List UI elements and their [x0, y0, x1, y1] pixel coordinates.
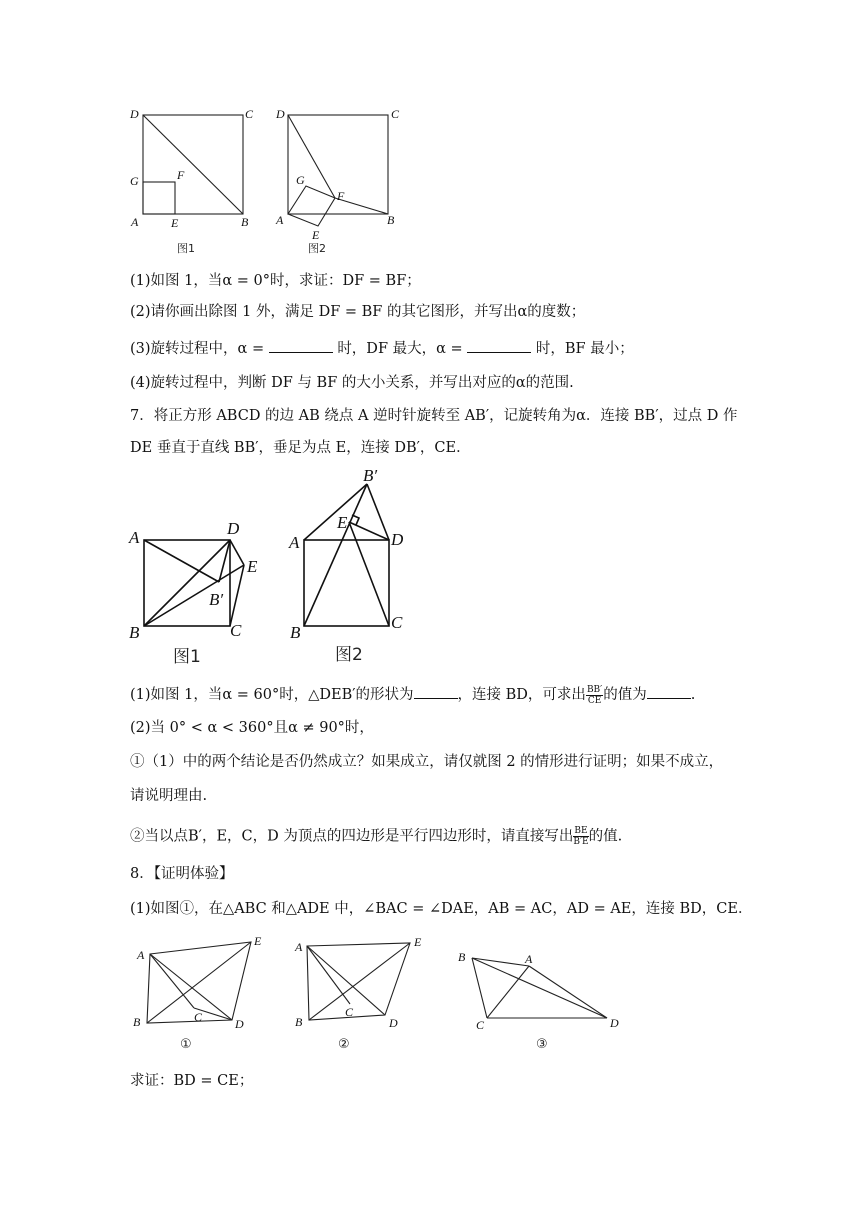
label-bprime: B′ [363, 466, 378, 485]
label-a: A [131, 215, 139, 229]
label-b: B [290, 623, 301, 642]
q6-part3-a: (3)旋转过程中，α = [130, 341, 265, 357]
figure-q8-2 [290, 930, 435, 1055]
label-a: A [129, 528, 140, 547]
q7-part1-c: 的值为 [603, 687, 647, 703]
q7-sub1-line1: ①（1）中的两个结论是否仍然成立？如果成立，请仅就图 2 的情形进行证明；如果不成立， [130, 754, 724, 770]
label-f: F [337, 189, 345, 203]
fraction-be-over-bpe [573, 826, 588, 847]
fraction-denominator: CE [587, 695, 602, 706]
square-agfe-rotated [288, 186, 335, 226]
figure-q6-2 [272, 100, 412, 260]
line-b-to-e [309, 943, 410, 1020]
label-c: C [245, 107, 254, 121]
figure-q6-2-svg [272, 100, 412, 260]
label-f: F [177, 168, 185, 182]
label-d: D [276, 107, 285, 121]
label-d: D [391, 530, 404, 549]
figure-q7-1 [125, 505, 275, 670]
line-c-to-e [230, 565, 244, 626]
label-c: C [391, 613, 403, 632]
label-a: A [295, 940, 303, 954]
label-e: E [247, 557, 258, 576]
caption-fig1: 图1 [173, 647, 201, 667]
square-abcd [304, 540, 389, 626]
label-a: A [525, 952, 533, 966]
caption-fig-circled-2: ② [338, 1037, 350, 1052]
q7-sub1-line2: 请说明理由. [130, 788, 208, 804]
caption-fig1: 图1 [177, 242, 195, 255]
q8-part1: (1)如图①，在△ABC 和△ADE 中，∠BAC = ∠DAE，AB = AC，AD = AE，连接 BD，CE． [130, 901, 753, 917]
label-b: B [241, 215, 249, 229]
q8-prove: 求证：BD = CE； [130, 1073, 254, 1089]
caption-fig2: 图2 [335, 645, 363, 665]
line-a-to-c [150, 954, 194, 1008]
label-b: B [295, 1015, 303, 1029]
q6-part2: (2)请你画出除图 1 外，满足 DF = BF 的其它图形，并写出α的度数； [130, 304, 586, 320]
q7-part1 [130, 684, 695, 706]
label-c: C [476, 1018, 485, 1032]
label-e: E [337, 513, 348, 532]
label-e: E [414, 935, 422, 949]
line-b-to-d [472, 958, 607, 1018]
q7-sub2-b: 的值. [588, 828, 623, 845]
figure-q7-1-svg [125, 505, 275, 670]
label-b: B [133, 1015, 141, 1029]
line-a-to-bp [144, 540, 219, 582]
label-e: E [254, 934, 262, 948]
figure-q8-1-svg [128, 930, 273, 1055]
label-e: E [312, 228, 320, 242]
line-a-to-c [307, 946, 350, 1004]
label-d: D [130, 107, 139, 121]
label-c: C [194, 1010, 203, 1024]
caption-fig-circled-1: ① [180, 1037, 192, 1052]
label-bprime: B′ [209, 590, 224, 609]
fraction-numerator: BE [574, 826, 588, 836]
answer-blank[interactable] [414, 684, 458, 699]
line-b-to-d [144, 540, 230, 626]
label-c: C [391, 107, 400, 121]
q6-part3-b: 时，DF 最大，α = [337, 341, 463, 357]
line-d-to-e [230, 540, 244, 565]
figure-q6-1 [125, 100, 265, 260]
label-d: D [235, 1017, 244, 1031]
caption-fig2: 图2 [308, 242, 326, 255]
figure-q8-3 [452, 930, 632, 1055]
q6-part3 [130, 338, 634, 359]
label-c: C [230, 621, 242, 640]
q7-intro-line1: 7．将正方形 ABCD 的边 AB 绕点 A 逆时针旋转至 AB′，记旋转角为α．连接 BB′，过点 D 作 [130, 408, 738, 424]
line-a-to-d [150, 954, 232, 1020]
q6-part3-c: 时，BF 最小； [535, 341, 634, 357]
q7-part2: (2)当 0° < α < 360°且α ≠ 90°时， [130, 720, 374, 736]
square-agfe [143, 182, 175, 214]
answer-blank[interactable] [647, 684, 691, 699]
caption-fig-circled-3: ③ [536, 1037, 548, 1052]
q7-sub2 [130, 826, 622, 847]
label-g: G [296, 173, 305, 187]
q8-title: 8．【证明体验】 [130, 866, 234, 882]
label-b: B [387, 213, 395, 227]
label-e: E [171, 216, 179, 230]
fraction-bbp-over-ce [586, 685, 603, 706]
q6-part4: (4)旋转过程中，判断 DF 与 BF 的大小关系，并写出对应的α的范围. [130, 375, 574, 391]
label-d: D [610, 1016, 619, 1030]
line-b-to-c [472, 958, 487, 1018]
q7-part1-b: ，连接 BD，可求出 [457, 687, 586, 703]
q6-part1: (1)如图 1，当α = 0°时，求证：DF = BF； [130, 273, 421, 289]
figure-q8-2-svg [290, 930, 435, 1055]
figure-q8-1 [128, 930, 273, 1055]
q7-part1-d: . [690, 687, 696, 703]
line-a-to-bp [304, 484, 367, 540]
figure-q8-3-svg [452, 930, 632, 1055]
q7-sub2-a: ②当以点B′，E，C，D 为顶点的四边形是平行四边形时，请直接写出 [130, 828, 574, 845]
line-d-to-b [143, 115, 243, 214]
label-b: B [458, 950, 466, 964]
label-g: G [130, 174, 139, 188]
label-c: C [345, 1005, 354, 1019]
q7-intro-line2: DE 垂直于直线 BB′，垂足为点 E，连接 DB′，CE． [130, 440, 471, 456]
figure-q7-2 [285, 462, 425, 672]
figure-q7-2-svg [285, 462, 425, 672]
label-a: A [137, 948, 145, 962]
answer-blank[interactable] [269, 338, 333, 353]
figure-q6-1-svg [125, 100, 265, 260]
fraction-numerator: BB′ [586, 684, 603, 695]
fraction-denominator: B′E [573, 837, 589, 847]
label-a: A [276, 213, 284, 227]
label-b: B [129, 623, 140, 642]
line-a-to-d [529, 966, 607, 1018]
label-d: D [227, 519, 240, 538]
answer-blank[interactable] [467, 338, 531, 353]
line-b-to-bp [304, 484, 367, 626]
label-d: D [389, 1016, 398, 1030]
label-a: A [289, 533, 300, 552]
line-b-to-e [144, 565, 244, 626]
q7-part1-a: (1)如图 1，当α = 60°时，△DEB′的形状为 [130, 687, 414, 703]
